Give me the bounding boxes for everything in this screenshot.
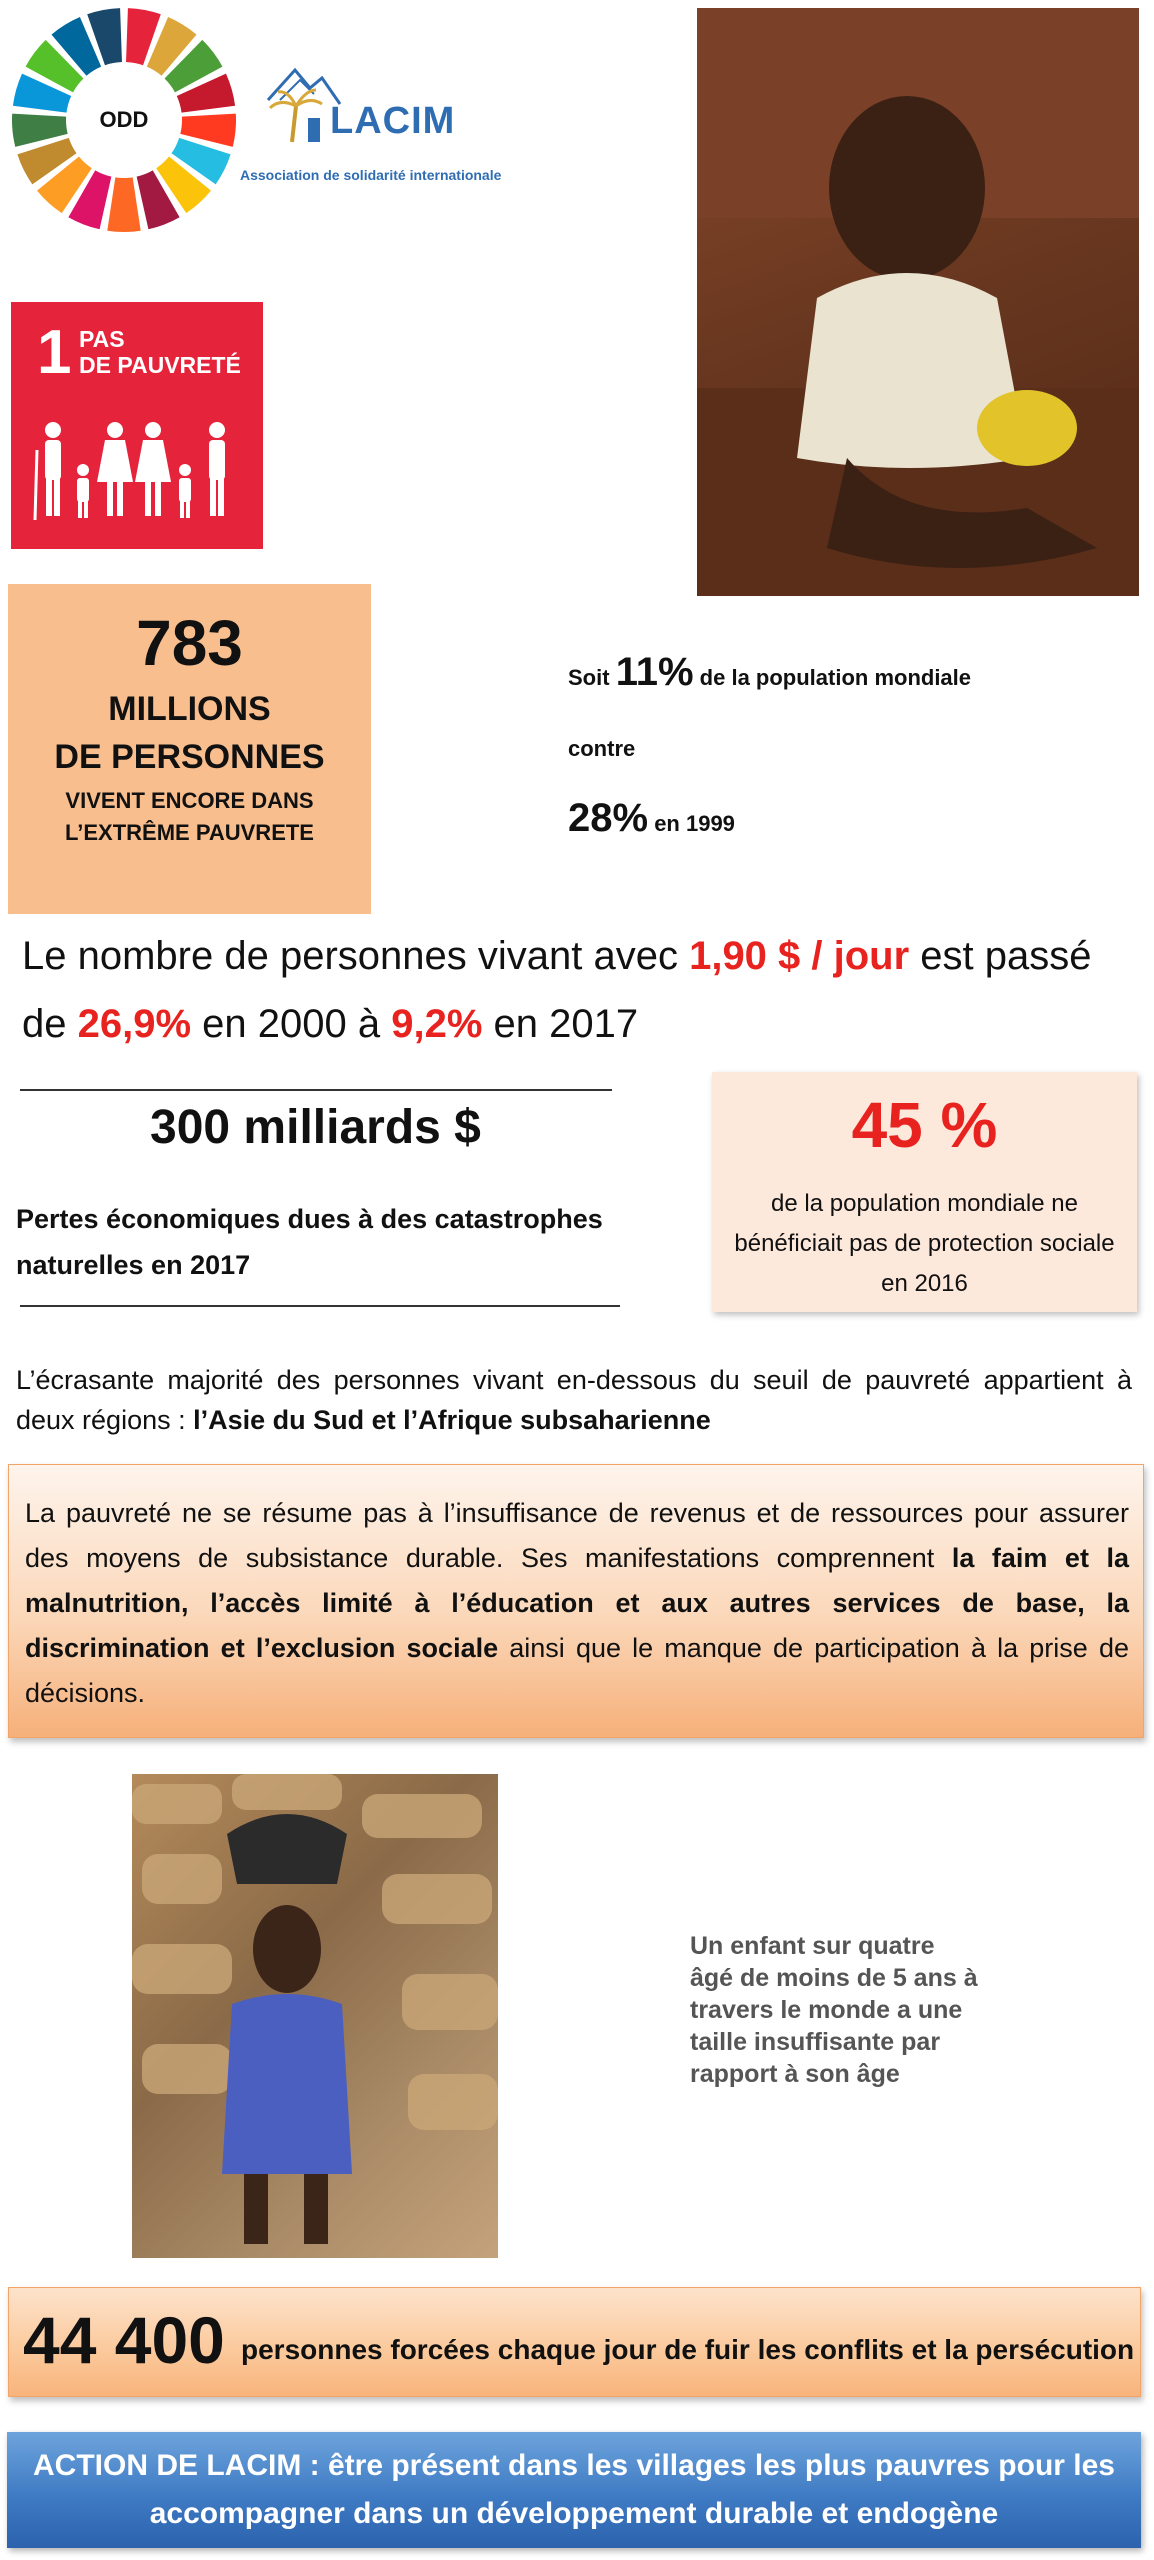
stat-population-1999: [568, 796, 735, 841]
sdg-1-tile: [11, 302, 263, 549]
stat-population-suffix: de la population mondiale: [699, 665, 972, 690]
photo-child-sitting: [697, 8, 1139, 596]
photo-girl-carrying-bucket: [132, 1774, 498, 2258]
child-stat-line5: rapport à son âge: [690, 2060, 900, 2088]
lacim-action-banner: [7, 2432, 1141, 2548]
action-text: [17, 2442, 1131, 2538]
child-stat-line1: Un enfant sur quatre: [690, 1932, 935, 1960]
stat-1999-value: 28%: [568, 796, 649, 840]
sdg-title-line1: PAS: [79, 326, 125, 352]
stat-783-box: [8, 584, 371, 914]
stat-population-value: 11%: [615, 650, 694, 694]
odd-label: ODD: [99, 107, 149, 132]
statement-text-3: en 2000 à: [191, 1002, 392, 1046]
poverty-definition-text: [25, 1491, 1129, 1716]
protection-box: [712, 1072, 1137, 1312]
stat-783-line1: MILLIONS: [108, 690, 271, 728]
family-icon: [33, 420, 243, 530]
action-line2: accompagner dans un développement durable et endogène: [149, 2497, 999, 2530]
lacim-logo-name: LACIM: [330, 100, 456, 142]
stat-contre: contre: [568, 736, 636, 761]
statement-pct-2000: 26,9%: [77, 1002, 192, 1046]
stat-783-value: 783: [136, 607, 243, 679]
stat-population-prefix: Soit: [568, 665, 610, 690]
displaced-text: personnes forcées chaque jour de fuir les conflits et la persécution: [241, 2334, 1135, 2365]
lacim-logo-subtitle: Association de solidarité internationale: [240, 167, 502, 183]
statement-text-4: en 2017: [482, 1002, 639, 1046]
stat-783-line4: L’EXTRÊME PAUVRETE: [65, 820, 314, 845]
child-stat-line4: taille insuffisante par: [690, 2028, 941, 2056]
losses-description: Pertes économiques dues à des catastrophes naturelles en 2017: [16, 1204, 603, 1280]
statement-text-2: est passé de: [22, 934, 1092, 1046]
regions-paragraph: [16, 1360, 1132, 1440]
stat-population-11: [568, 650, 971, 695]
protection-text: de la population mondiale ne bénéficiait pas de protection sociale en 2016: [734, 1190, 1115, 1297]
stat-783-line2: DE PERSONNES: [54, 738, 325, 776]
child-stunting-stat: [690, 1930, 1050, 2090]
losses-value: 300 milliards $: [150, 1101, 481, 1154]
stat-783-line3: VIVENT ENCORE DANS: [65, 788, 314, 813]
divider-top: [20, 1089, 612, 1091]
displaced-value: 44 400: [23, 2303, 225, 2377]
action-line1: ACTION DE LACIM : être présent dans les villages les plus pauvres pour les: [33, 2449, 1115, 2482]
divider-bottom: [20, 1305, 620, 1307]
poverty-line-statement: [22, 922, 1132, 1058]
sdg-title-line2: DE PAUVRETÉ: [79, 352, 241, 379]
stat-1999-year: en 1999: [654, 811, 735, 836]
poverty-text-2: ainsi que le manque de participation à la prise de décisions.: [25, 1633, 1129, 1708]
statement-text-1: Le nombre de personnes vivant avec: [22, 934, 690, 978]
protection-value: 45 %: [851, 1089, 998, 1161]
sdg-title: [79, 326, 249, 379]
poverty-text-1: La pauvreté ne se résume pas à l’insuffisance de revenus et de ressources pour assurer des moyens de subsistance durable. Ses manifestations comprennent: [25, 1498, 1129, 1573]
statement-pct-2017: 9,2%: [391, 1002, 483, 1046]
statement-amount: 1,90 $ / jour: [689, 934, 910, 978]
regions-text: L’écrasante majorité des personnes vivant en-dessous du seuil de pauvreté appartient à deux régions :: [16, 1365, 1132, 1435]
sdg-number: 1: [37, 318, 72, 387]
child-stat-line2: âgé de moins de 5 ans à: [690, 1964, 978, 1992]
displaced-box: [8, 2287, 1141, 2397]
poverty-definition-box: [8, 1464, 1144, 1738]
child-stat-line3: travers le monde a une: [690, 1996, 963, 2024]
poverty-text-bold: la faim et la malnutrition, l’accès limité à l’éducation et aux autres services de base, la discrimination et l’exclusion sociale: [25, 1543, 1129, 1663]
regions-bold: l’Asie du Sud et l’Afrique subsaharienne: [193, 1405, 711, 1435]
